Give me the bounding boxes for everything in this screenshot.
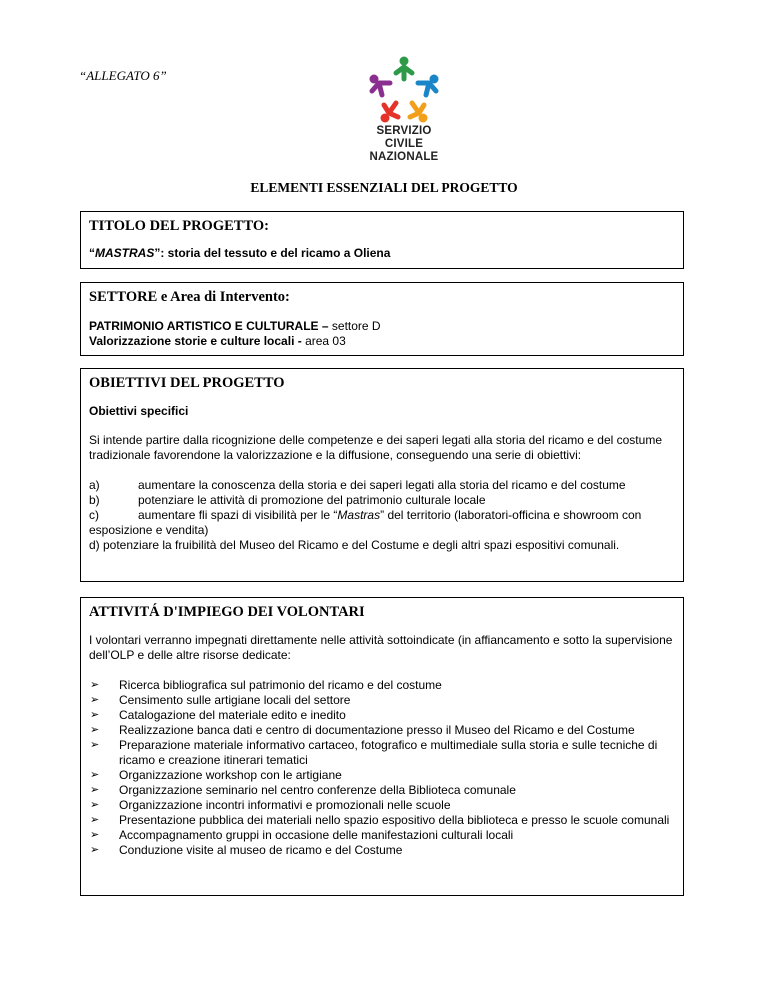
attivita-item <box>89 738 675 768</box>
attivita-item-text: Conduzione visite al museo de ricamo e del Costume <box>119 843 403 857</box>
project-name-quote: “ <box>89 246 95 260</box>
attivita-heading: ATTIVITÁ D'IMPIEGO DEI VOLONTARI <box>89 604 365 620</box>
attivita-item <box>89 708 675 723</box>
arrow-bullet-icon: ➢ <box>90 679 100 691</box>
obiettivo-label: c) <box>89 508 99 522</box>
servizio-civile-logo <box>356 55 452 163</box>
arrow-bullet-icon: ➢ <box>90 724 100 736</box>
settore-line-1-rest: settore D <box>328 319 381 333</box>
logo-text-line2: NAZIONALE <box>369 151 439 163</box>
document-title: ELEMENTI ESSENZIALI DEL PROGETTO <box>250 180 518 195</box>
attivita-item-text: Censimento sulle artigiane locali del settore <box>119 693 351 707</box>
arrow-bullet-icon: ➢ <box>90 769 100 781</box>
attivita-item-text: Accompagnamento gruppi in occasione delle manifestazioni culturali locali <box>119 828 514 842</box>
obiettivi-list <box>89 478 675 553</box>
attivita-item-text: Organizzazione workshop con le artigiane <box>119 768 342 782</box>
obiettivo-item-a <box>89 478 675 493</box>
attivita-item <box>89 783 675 798</box>
settore-line-2-bold: Valorizzazione storie e culture locali <box>89 334 295 348</box>
project-name-quote-close: ”: <box>154 246 165 260</box>
obiettivi-heading: OBIETTIVI DEL PROGETTO <box>89 375 285 391</box>
arrow-bullet-icon: ➢ <box>90 709 100 721</box>
obiettivo-text: potenziare le attività di promozione del patrimonio culturale locale <box>138 493 486 507</box>
obiettivo-c-after: ” del territorio (laboratori-officina e showroom con <box>380 508 642 522</box>
obiettivo-c-before: aumentare fli spazi di visibilità per le “ <box>138 508 338 522</box>
logo-text-line1: SERVIZIO CIVILE <box>376 125 432 150</box>
arrow-bullet-icon: ➢ <box>90 829 100 841</box>
arrow-bullet-icon: ➢ <box>90 799 100 811</box>
project-name <box>89 246 675 261</box>
project-name-italic: MASTRAS <box>95 246 155 260</box>
attivita-item-text: Ricerca bibliografica sul patrimonio del ricamo e del costume <box>119 678 442 692</box>
attivita-item <box>89 693 675 708</box>
project-name-rest: storia del tessuto e del ricamo a Oliena <box>164 246 391 260</box>
attivita-item <box>89 813 675 828</box>
settore-section <box>80 282 684 356</box>
obiettivi-subheading: Obiettivi specifici <box>89 404 189 418</box>
attivita-item <box>89 768 675 783</box>
arrow-bullet-icon: ➢ <box>90 814 100 826</box>
obiettivi-section <box>80 368 684 582</box>
arrow-bullet-icon: ➢ <box>90 784 100 796</box>
allegato-label: “ALLEGATO 6” <box>79 68 167 83</box>
titolo-section <box>80 211 684 269</box>
settore-line-2-rest: area 03 <box>305 334 346 348</box>
arrow-bullet-icon: ➢ <box>90 739 100 751</box>
obiettivo-text: aumentare la conoscenza della storia e dei saperi legati alla storia del ricamo e del costume <box>138 478 626 492</box>
obiettivi-intro: Si intende partire dalla ricognizione delle competenze e dei saperi legati alla storia del ricamo e del costume tradizionale favorendone la valorizzazione e la diffusione, conseguendo una serie di obiettivi: <box>89 433 662 462</box>
attivita-item-text: Preparazione materiale informativo cartaceo, fotografico e multimediale sulla storia e sulle tecniche di ricamo e creazione itinerari tematici <box>119 738 658 767</box>
obiettivo-item-c <box>89 508 675 523</box>
arrow-bullet-icon: ➢ <box>90 694 100 706</box>
settore-line-1 <box>89 319 675 334</box>
settore-heading: SETTORE e Area di Intervento: <box>89 289 290 305</box>
attivita-section <box>80 597 684 896</box>
obiettivo-item-d: d) potenziare la fruibilità del Museo del Ricamo e del Costume e degli altri spazi espositivi comunali. <box>89 538 620 552</box>
attivita-item <box>89 678 675 693</box>
settore-line-2 <box>89 334 675 349</box>
attivita-intro: I volontari verranno impegnati direttamente nelle attività sottoindicate (in affiancamento e sotto la supervisione dell’OLP e delle altre risorse dedicate: <box>89 633 673 662</box>
attivita-list <box>89 678 675 858</box>
titolo-heading: TITOLO DEL PROGETTO: <box>89 218 269 234</box>
obiettivo-item-b <box>89 493 675 508</box>
attivita-item-text: Organizzazione incontri informativi e promozionali nelle scuole <box>119 798 451 812</box>
settore-line-1-bold: PATRIMONIO ARTISTICO E CULTURALE – <box>89 319 329 333</box>
attivita-item <box>89 723 675 738</box>
attivita-item-text: Catalogazione del materiale edito e inedito <box>119 708 346 722</box>
attivita-item <box>89 828 675 843</box>
attivita-item-text: Organizzazione seminario nel centro conferenze della Biblioteca comunale <box>119 783 516 797</box>
obiettivo-label: a) <box>89 478 100 492</box>
obiettivo-label: b) <box>89 493 100 507</box>
settore-line-2-sep: - <box>294 334 306 348</box>
obiettivo-text <box>138 508 641 523</box>
attivita-item-text: Realizzazione banca dati e centro di documentazione presso il Museo del Ricamo e del Costume <box>119 723 635 737</box>
obiettivo-c-italic: Mastras <box>337 508 381 522</box>
star-people-icon <box>366 55 442 125</box>
arrow-bullet-icon: ➢ <box>90 844 100 856</box>
obiettivo-c-continuation: esposizione e vendita) <box>89 523 209 537</box>
attivita-item <box>89 843 675 858</box>
attivita-item <box>89 798 675 813</box>
attivita-item-text: Presentazione pubblica dei materiali nello spazio espositivo della biblioteca e presso le scuole comunali <box>119 813 670 827</box>
